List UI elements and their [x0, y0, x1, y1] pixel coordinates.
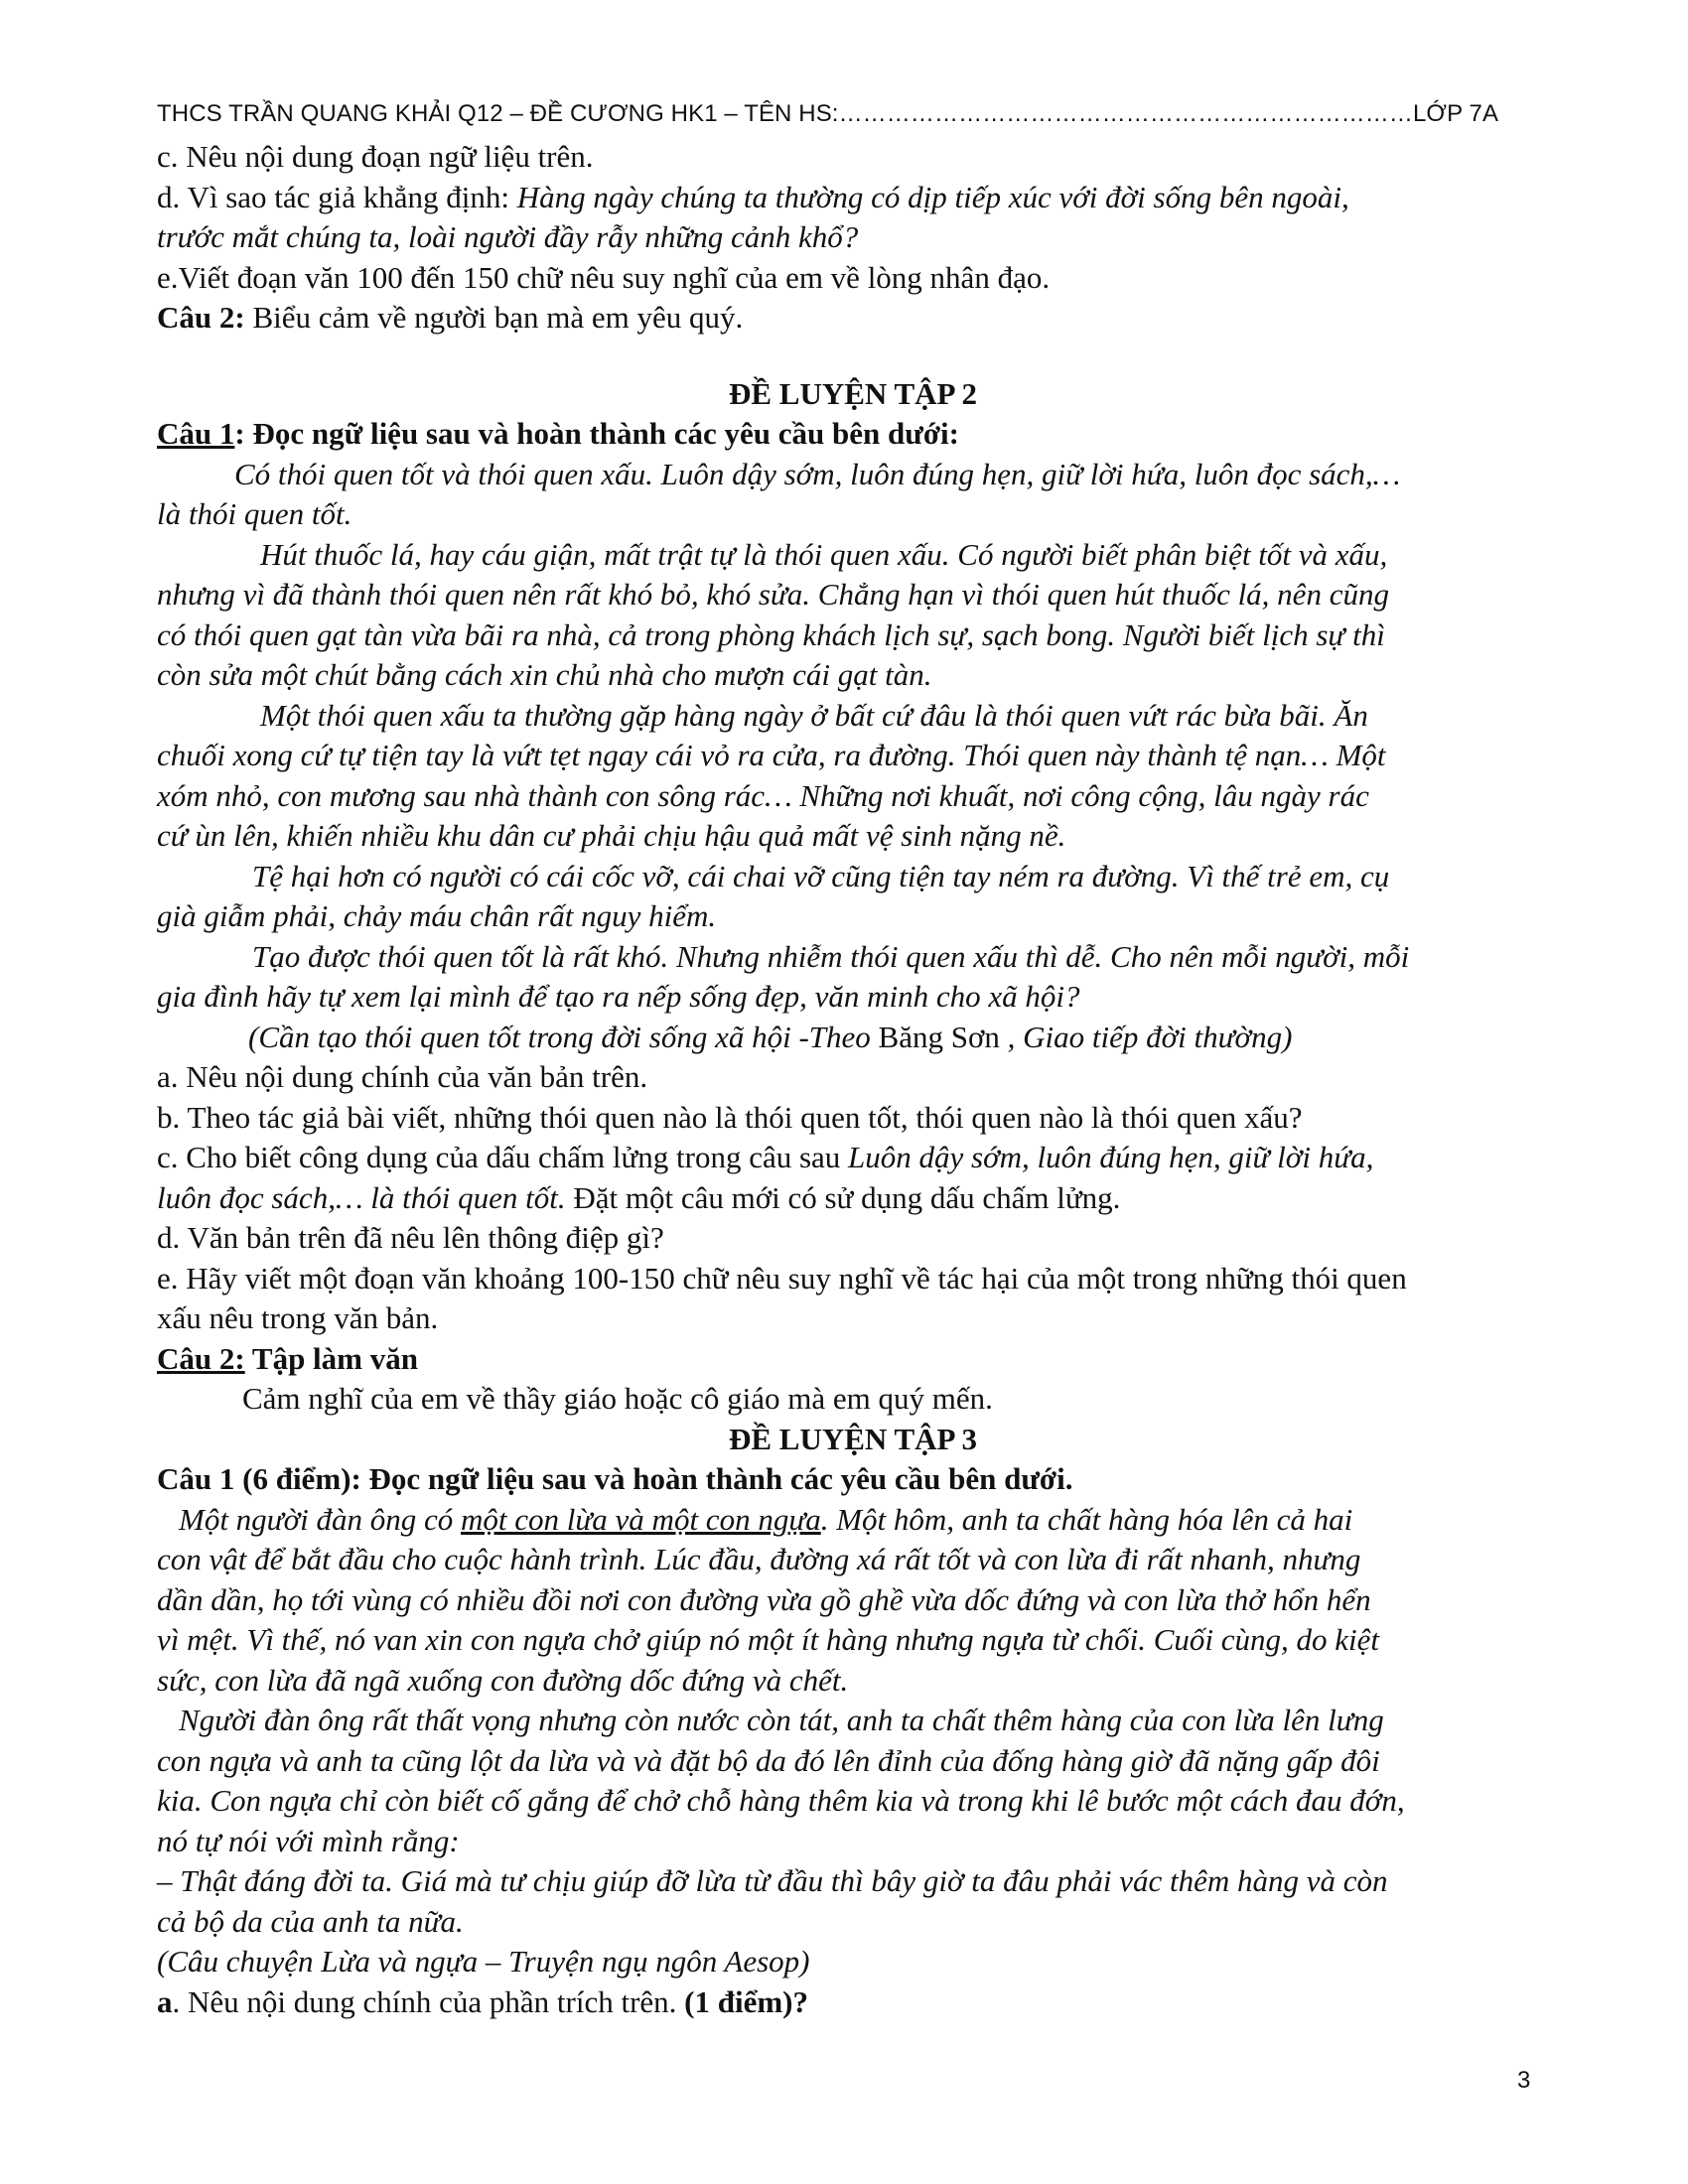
story-line: sức, con lừa đã ngã xuống con đường dốc đứng và chết.: [157, 1662, 849, 1698]
passage-line: có thói quen gạt tàn vừa bãi ra nhà, cả trong phòng khách lịch sự, sạch bong. Người biết lịch sự thì: [157, 616, 1385, 652]
exam-2-question-2-label: Câu 2:: [157, 1340, 245, 1376]
passage-line: nhưng vì đã thành thói quen nên rất khó bỏ, khó sửa. Chẳng hạn vì thói quen hút thuốc lá, nên cũng: [157, 577, 1389, 612]
passage-line: Hút thuốc lá, hay cáu giận, mất trật tự là thói quen xấu. Có người biết phân biệt tốt và xấu,: [260, 536, 1388, 572]
exam-2-question-b: b. Theo tác giả bài viết, những thói quen nào là thói quen tốt, thói quen nào là thói quen xấu?: [157, 1099, 1303, 1135]
question-2-text: Biểu cảm về người bạn mà em yêu quý.: [244, 300, 744, 335]
story-line: kia. Con ngựa chỉ còn biết cố gắng để chở chỗ hàng thêm kia và trong khi lê bước một cách đau đớn,: [157, 1783, 1405, 1818]
story-line: nó tự nói với mình rằng:: [157, 1823, 460, 1858]
question-d-quote-cont: trước mắt chúng ta, loài người đầy rẫy những cảnh khổ?: [157, 219, 859, 254]
story-line: con ngựa và anh ta cũng lột da lừa và và đặt bộ da đó lên đỉnh của đống hàng giờ đã nặng gấp đôi: [157, 1742, 1380, 1778]
passage-line: là thói quen tốt.: [157, 496, 352, 531]
story-line: dần dần, họ tới vùng có nhiều đồi nơi con đường vừa gồ ghề vừa dốc đứng và con lừa thở hổn hển: [157, 1581, 1371, 1617]
question-a-text: . Nêu nội dung chính của phần trích trên.: [172, 1983, 685, 2019]
question-2: [157, 298, 1549, 339]
exam-2-question-1-label: Câu 1: [157, 416, 235, 451]
passage-line: cứ ùn lên, khiến nhiều khu dân cư phải chịu hậu quả mất vệ sinh nặng nề.: [157, 818, 1066, 853]
story-line: Người đàn ông rất thất vọng nhưng còn nước còn tát, anh ta chất thêm hàng của con lừa lên lưng: [179, 1703, 1384, 1737]
source-author: Băng Sơn: [878, 1019, 1000, 1054]
question-e: e.Viết đoạn văn 100 đến 150 chữ nêu suy nghĩ của em về lòng nhân đạo.: [157, 259, 1051, 295]
exam-2-question-c-cont: [157, 1178, 1549, 1219]
story-line: vì mệt. Vì thế, nó van xin con ngựa chở giúp nó một ít hàng nhưng ngựa từ chối. Cuối cùng, do kiệt: [157, 1622, 1379, 1657]
source-title: (Cần tạo thói quen tốt trong đời sống xã hội -Theo: [248, 1019, 879, 1054]
question-a-label: a: [157, 1983, 173, 2019]
passage-line: còn sửa một chút bằng cách xin chủ nhà cho mượn cái gạt tàn.: [157, 657, 932, 692]
question-c-tail: Đặt một câu mới có sử dụng dấu chấm lửng.: [565, 1179, 1121, 1215]
exam-2-question-2-text: Tập làm văn: [244, 1340, 418, 1376]
passage-line: Có thói quen tốt và thói quen xấu. Luôn dậy sớm, luôn đúng hẹn, giữ lời hứa, luôn đọc sách,…: [234, 456, 1401, 491]
question-d-lead: d. Vì sao tác giả khẳng định:: [157, 179, 517, 214]
question-c-quote: Luôn dậy sớm, luôn đúng hẹn, giữ lời hứa,: [848, 1140, 1374, 1174]
story-line: – Thật đáng đời ta. Giá mà tư chịu giúp đỡ lừa từ đầu thì bây giờ ta đâu phải vác thêm hàng và còn: [157, 1863, 1388, 1898]
passage-line: chuối xong cứ tự tiện tay là vứt tẹt ngay cái vỏ ra cửa, ra đường. Thói quen này thành tệ nạn… Một: [157, 738, 1386, 772]
question-c: c. Nêu nội dung đoạn ngữ liệu trên.: [157, 139, 594, 174]
passage-line: gia đình hãy tự xem lại mình để tạo ra nếp sống đẹp, văn minh cho xã hội?: [157, 979, 1080, 1014]
page-header: THCS TRẦN QUANG KHẢI Q12 – ĐỀ CƯƠNG HK1 – TÊN HS:………………………………………………………………LỚP 7A: [157, 100, 1499, 127]
story-text: . Một hôm, anh ta chất hàng hóa lên cả hai: [820, 1501, 1353, 1537]
exam-2-title: ĐỀ LUYỆN TẬP 2: [728, 375, 978, 411]
question-d-quote: Hàng ngày chúng ta thường có dịp tiếp xúc với đời sống bên ngoài,: [516, 179, 1349, 214]
page-number: 3: [1517, 2067, 1531, 2094]
story-line: [157, 1500, 1549, 1541]
exam-2-question-2: [157, 1339, 1549, 1380]
story-source: (Câu chuyện Lừa và ngựa – Truyện ngụ ngôn Aesop): [157, 1944, 810, 1979]
story-text: Một người đàn ông có: [179, 1501, 462, 1537]
question-c-lead: c. Cho biết công dụng của dấu chấm lửng trong câu sau: [157, 1140, 849, 1174]
question-d: [157, 178, 1549, 218]
source-book: , Giao tiếp đời thường): [999, 1019, 1293, 1054]
document-body: [157, 137, 1549, 2022]
question-a-points: (1 điểm)?: [684, 1983, 809, 2019]
passage-line: Một thói quen xấu ta thường gặp hàng ngày ở bất cứ đâu là thói quen vứt rác bừa bãi. Ăn: [260, 697, 1368, 733]
exam-2-question-e-cont: xấu nêu trong văn bản.: [157, 1300, 439, 1335]
exam-2-question-1: [157, 414, 1549, 455]
story-underlined: một con lừa và một con ngựa: [461, 1501, 821, 1537]
exam-3-question-1: Câu 1 (6 điểm): Đọc ngữ liệu sau và hoàn thành các yêu cầu bên dưới.: [157, 1461, 1073, 1496]
exam-2-question-d: d. Văn bản trên đã nêu lên thông điệp gì?: [157, 1220, 664, 1255]
passage-line: già giẫm phải, chảy máu chân rất nguy hiểm.: [157, 898, 717, 933]
question-c-quote-cont: luôn đọc sách,… là thói quen tốt.: [157, 1179, 566, 1215]
passage-line: xóm nhỏ, con mương sau nhà thành con sông rác… Những nơi khuất, nơi công cộng, lâu ngày rác: [157, 777, 1369, 813]
exam-2-question-2-task: Cảm nghĩ của em về thầy giáo hoặc cô giáo mà em quý mến.: [242, 1381, 993, 1416]
exam-3-question-a: [157, 1982, 1549, 2023]
exam-3-title: ĐỀ LUYỆN TẬP 3: [728, 1421, 978, 1456]
exam-2-question-1-text: : Đọc ngữ liệu sau và hoàn thành các yêu cầu bên dưới:: [234, 416, 959, 451]
passage-source: [157, 1018, 1549, 1058]
question-2-label: Câu 2:: [157, 300, 245, 335]
passage-line: Tệ hại hơn có người có cái cốc vỡ, cái chai vỡ cũng tiện tay ném ra đường. Vì thế trẻ em, cụ: [252, 858, 1390, 893]
exam-2-question-c: [157, 1138, 1549, 1178]
story-line: cả bộ da của anh ta nữa.: [157, 1903, 464, 1939]
story-line: con vật để bắt đầu cho cuộc hành trình. Lúc đầu, đường xá rất tốt và con lừa đi rất nhanh, nhưng: [157, 1542, 1361, 1576]
exam-2-question-a: a. Nêu nội dung chính của văn bản trên.: [157, 1059, 648, 1094]
exam-2-question-e: e. Hãy viết một đoạn văn khoảng 100-150 chữ nêu suy nghĩ về tác hại của một trong những thói quen: [157, 1260, 1407, 1296]
passage-line: Tạo được thói quen tốt là rất khó. Nhưng nhiễm thói quen xấu thì dễ. Cho nên mỗi người, mỗi: [252, 938, 1410, 974]
